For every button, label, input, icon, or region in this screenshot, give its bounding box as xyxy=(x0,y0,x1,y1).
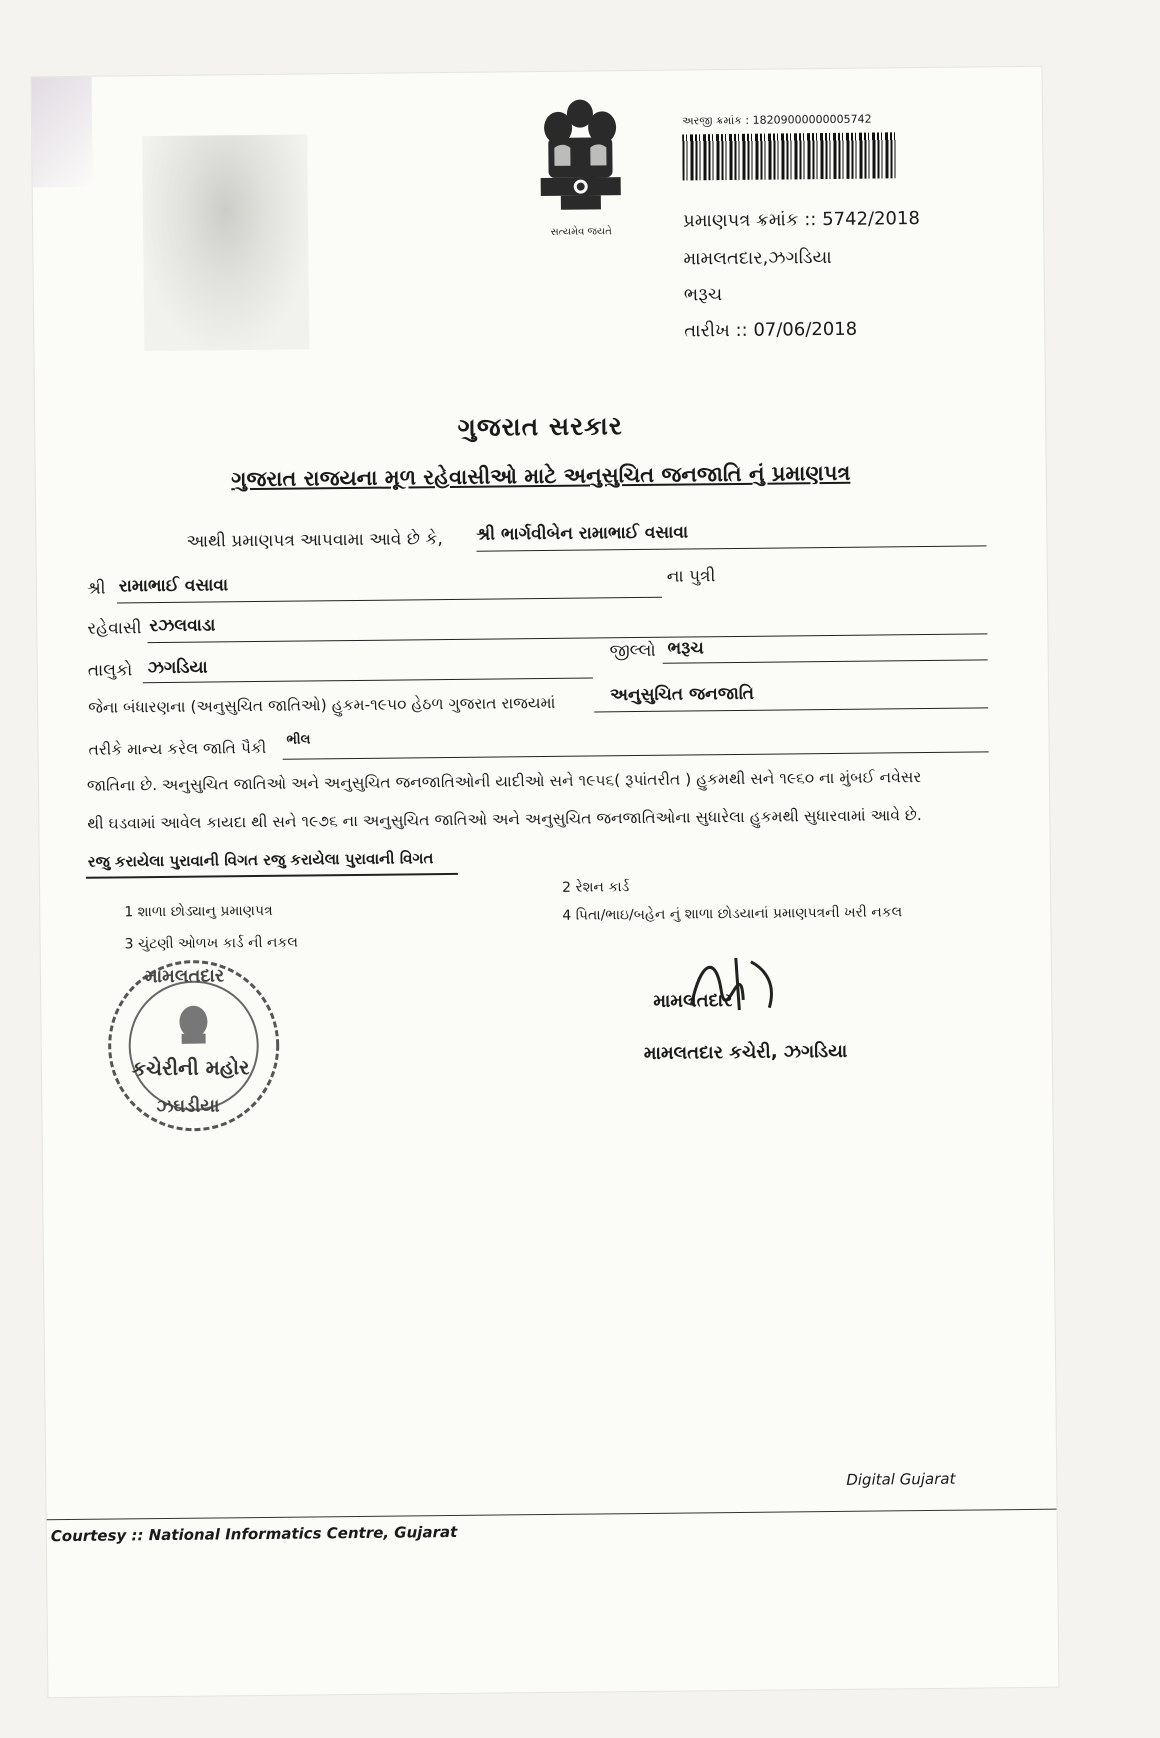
barcode xyxy=(682,132,897,180)
signatory-title: મામલતદાર xyxy=(653,990,733,1012)
stamp-top-text: મામલતદાર xyxy=(144,965,225,988)
evidence-item-2: 2 રેશન કાર્ડ xyxy=(561,879,630,896)
national-emblem-icon xyxy=(520,91,642,242)
caste-line xyxy=(283,751,989,759)
district-label: જીલ્લો xyxy=(609,640,656,662)
intro-text: આથી પ્રમાણપત્ર આપવામા આવે છે કે, xyxy=(186,529,443,552)
stamp-bottom-text: ઝઘડીયા xyxy=(156,1095,220,1118)
residence-value: રઝલવાડા xyxy=(149,615,216,637)
application-number: અરજી ક્રમાંક : 18209000000005742 xyxy=(681,112,872,128)
certificate-number-label: પ્રમાણપત્ર ક્રમાંક :: xyxy=(682,209,823,232)
officer-signature xyxy=(681,949,792,1024)
government-title: ગુજરાત સરકાર xyxy=(457,411,623,442)
office-seal-stamp xyxy=(103,955,285,1137)
order-text: જેના બંધારણના (અનુસુચિત જાતિઓ) હુકમ-૧૯૫૦ હેઠળ ગુજરાત રાજયમાં xyxy=(88,693,556,717)
district-line xyxy=(663,659,988,663)
relation-text: ના પુત્રી xyxy=(666,566,716,587)
caste-value: ભીલ xyxy=(286,732,311,748)
applicant-photo xyxy=(142,134,309,351)
issuing-district: ભરૂચ xyxy=(683,284,723,306)
issuing-office: મામલતદાર,ઝગડિયા xyxy=(683,246,832,270)
evidence-item-3: 3 ચુંટણી ઓળખ કાર્ડ ની નકલ xyxy=(124,934,299,953)
issue-date: 07/06/2018 xyxy=(753,318,858,341)
emblem-motto: સત્યમેવ જયતે xyxy=(550,226,612,238)
footer-rule xyxy=(45,1509,1058,1581)
page-fold-shadow xyxy=(32,67,93,188)
taluka-line xyxy=(143,677,593,683)
residence-line xyxy=(147,633,987,643)
district-value: ભરૂચ xyxy=(667,638,704,659)
certificate-page xyxy=(32,67,1059,1697)
certificate-number: 5742/2018 xyxy=(822,208,920,231)
father-name-line xyxy=(117,597,662,604)
evidence-item-4: 4 પિતા/ભાઇ/બહેન નું શાળા છોડયાનાં પ્રમાણપત્રની ખરી નકલ xyxy=(562,904,903,924)
evidence-heading: રજુ કરાયેલા પુરાવાની વિગત રજુ કરાયેલા પુરાવાની વિગત xyxy=(87,849,434,871)
residence-label: રહેવાસી xyxy=(87,618,142,639)
courtesy-text: Courtesy :: National Informatics Centre, Gujarat xyxy=(50,1522,458,1546)
taluka-value: ઝગડિયા xyxy=(147,657,208,679)
certificate-title: ગુજરાત રાજયના મૂળ રહેવાસીઓ માટે અનુસુચિત જનજાતિ નું પ્રમાણપત્ર xyxy=(231,460,851,492)
certificate-number-row xyxy=(683,208,920,231)
date-row xyxy=(684,319,857,342)
candidate-name: શ્રી ભાર્ગવીબેન રામાભાઈ વસાવા xyxy=(476,522,689,545)
digital-gujarat-label: Digital Gujarat xyxy=(846,1469,956,1489)
legal-paragraph-line-1: જાતિના છે. અનુસુચિત જાતિઓ અને અનુસુચિત જનજાતિઓની યાદીઓ સને ૧૯૫૬( રૂપાંતરીત ) હુકમથી સને ૧૯૬૦ ના મુંબઈ નવેસર xyxy=(86,768,922,795)
category-value: અનુસુચિત જનજાતિ xyxy=(609,683,755,706)
category-line xyxy=(594,707,988,712)
signatory-office: મામલતદાર કચેરી, ઝગડિયા xyxy=(643,1040,848,1064)
stamp-middle-text: કચેરીની મહોર xyxy=(131,1055,250,1081)
legal-paragraph-line-2: થી ઘડવામાં આવેલ કાયદા થી સને ૧૯૭૬ ના અનુસુચિત જાતિઓ અને અનુસુચિત જનજાતિઓના સુધારેલા હુકમથી સુધારવામાં આવે છે. xyxy=(87,806,922,833)
evidence-heading-underline xyxy=(86,873,458,879)
candidate-name-line xyxy=(477,545,987,551)
shri-label: શ્રી xyxy=(86,578,106,599)
father-name: રામાભાઈ વસાવા xyxy=(118,575,229,597)
date-label: તારીખ :: xyxy=(684,319,754,342)
taluka-label: તાલુકો xyxy=(87,660,133,681)
evidence-item-1: 1 શાળા છોડ્યાનુ પ્રમાણપત્ર xyxy=(124,902,273,921)
caste-label: તરીકે માન્ય કરેલ જાતિ પૈકી xyxy=(88,738,267,759)
